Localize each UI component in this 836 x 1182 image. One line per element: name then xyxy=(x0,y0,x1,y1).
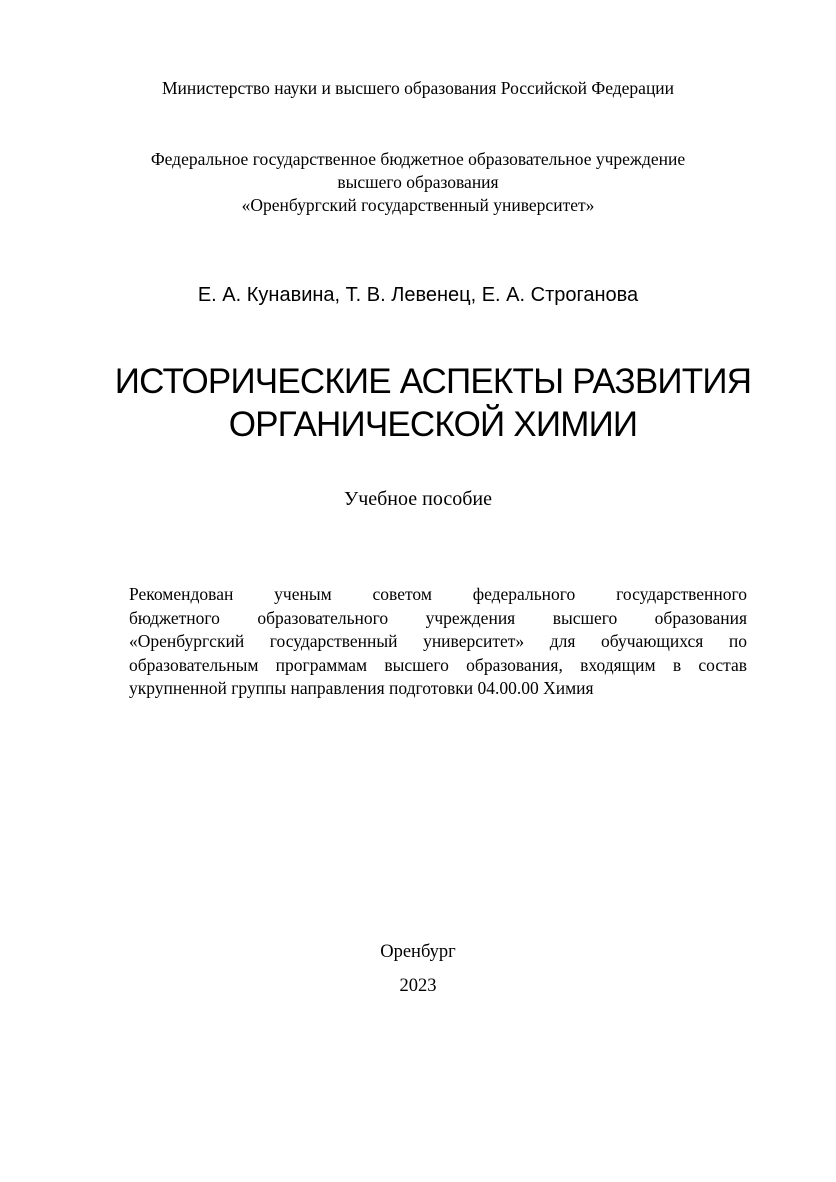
institution-line-3: «Оренбургский государственный университет» xyxy=(241,195,595,215)
institution-line-2: высшего образования xyxy=(337,172,499,192)
document-title xyxy=(0,360,836,446)
title-line-2: ОРГАНИЧЕСКОЙ ХИМИИ xyxy=(228,405,638,444)
authors: Е. А. Кунавина, Т. В. Левенец, Е. А. Строганова xyxy=(197,284,639,306)
recommendation-paragraph xyxy=(129,583,747,701)
publication-year: 2023 xyxy=(399,976,437,996)
recommendation-line-1: Рекомендован ученым советом федерального государственного xyxy=(129,584,747,604)
ministry-name: Министерство науки и высшего образования Российской Федерации xyxy=(161,78,675,98)
recommendation-line-2: бюджетного образовательного учреждения высшего образования xyxy=(129,607,747,628)
recommendation-line-5: укрупненной группы направления подготовки 04.00.00 Химия xyxy=(129,678,594,698)
recommendation-line-3: «Оренбургский государственный университет» для обучающихся по xyxy=(129,631,747,651)
institution-line-1: Федеральное государственное бюджетное образовательное учреждение xyxy=(150,149,686,169)
recommendation-line-4: образовательным программам высшего образования, входящим в состав xyxy=(129,654,747,675)
document-type: Учебное пособие xyxy=(344,488,492,510)
publication-city: Оренбург xyxy=(380,942,456,962)
institution-block xyxy=(0,148,836,217)
title-line-1: ИСТОРИЧЕСКИЕ АСПЕКТЫ РАЗВИТИЯ xyxy=(114,362,752,401)
